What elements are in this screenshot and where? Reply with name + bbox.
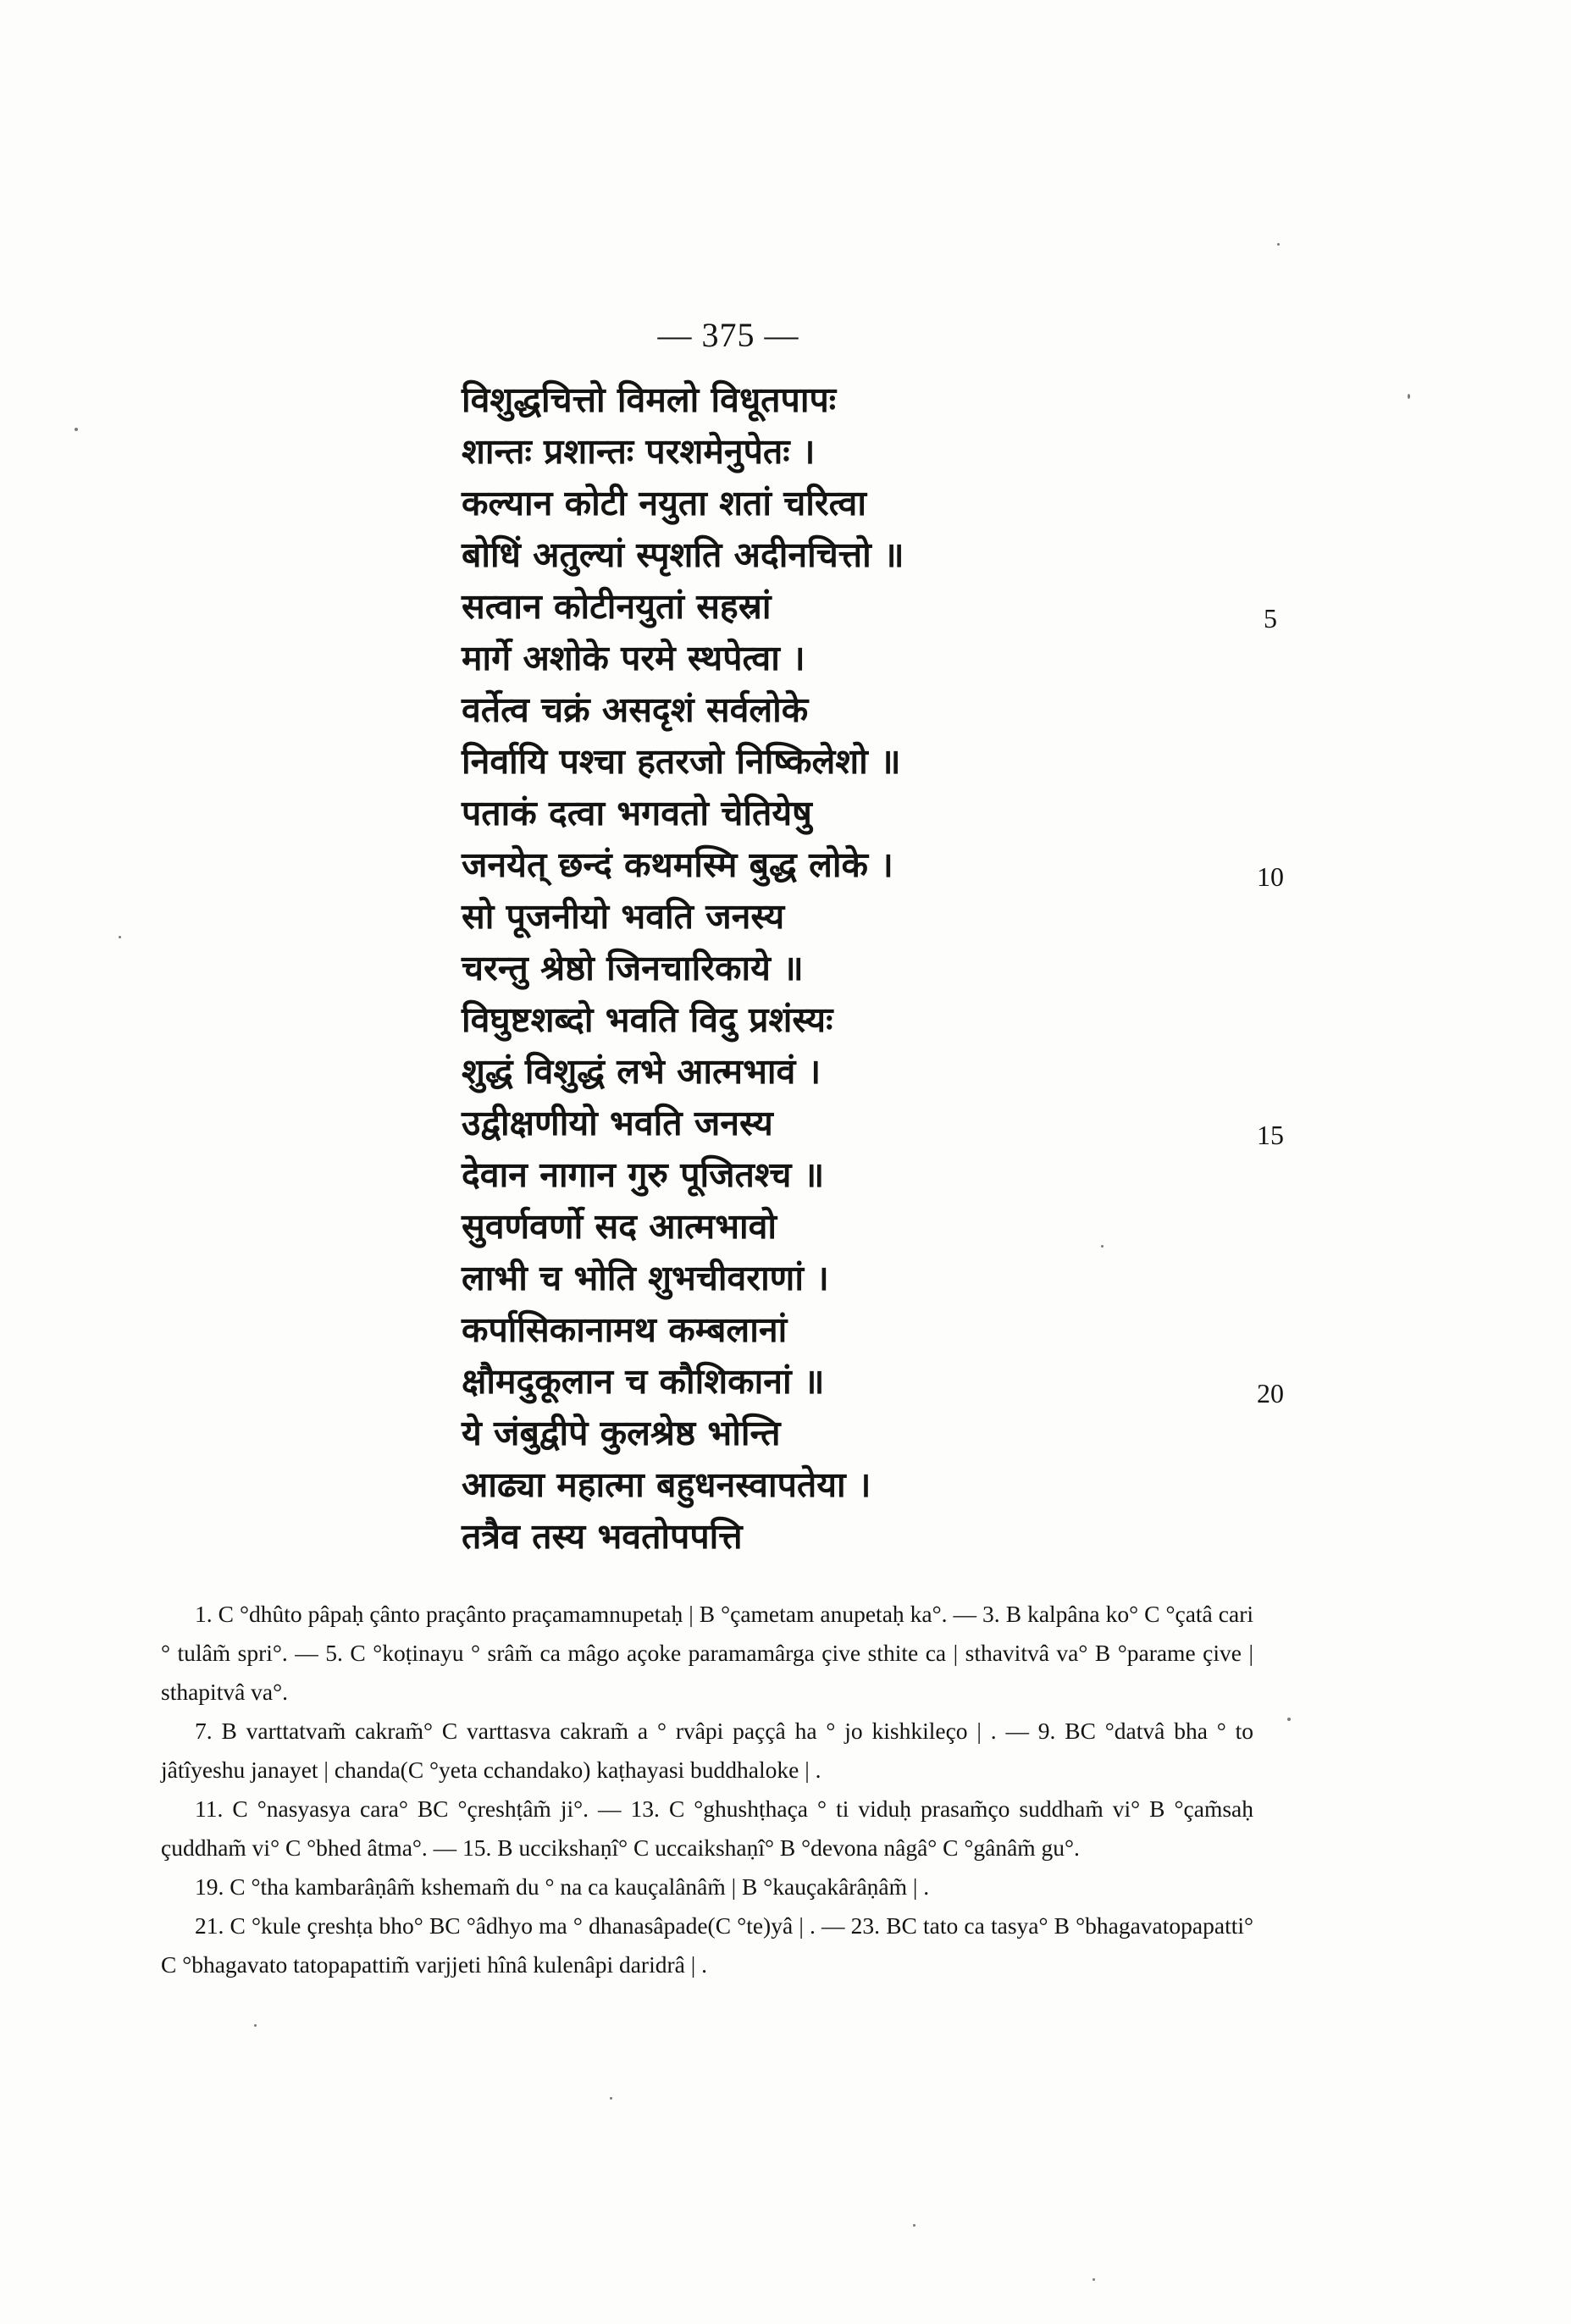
verse-line: वर्तेत्व चक्रं असदृशं सर्वलोके: [462, 689, 809, 730]
verse-line: कल्यान कोटी नयुता शतां चरित्वा: [462, 483, 866, 523]
verse-line: शान्तः प्रशान्तः परशमेनुपेतः ।: [462, 431, 816, 472]
verse-line: ये जंबुद्वीपे कुलश्रेष्ठ भोन्ति: [462, 1413, 781, 1453]
footnote: 19. C °tha kambarâṇâm̃ kshemam̃ du ° na ca kauçalânâm̃ | B °kauçakârâṇâm̃ | .: [195, 1873, 930, 1900]
verse-line: क्षौमदुकूलान च कौशिकानां ॥: [462, 1361, 825, 1402]
footnote: 7. B varttatvam̃ cakram̃° C varttasva cakram̃ a ° rvâpi paççâ ha ° jo kishkileço | . — 9. BC °datvâ bha ° to jâtîyeshu janayet | chanda(C °yeta cchandako) kaṭhayasi buddhaloke | .: [161, 1718, 1253, 1783]
page-number: — 375 —: [657, 316, 799, 354]
verse-line: चरन्तु श्रेष्ठो जिनचारिकाये ॥: [462, 948, 804, 988]
scan-speck: [1093, 2278, 1095, 2281]
scan-speck: [75, 428, 78, 431]
footnote: 21. C °kule çreshṭa bho° BC °âdhyo ma ° dhanasâpade(C °te)yâ | . — 23. BC tato ca tasya° B °bhagavatopapatti° C °bhagavato tatopapattim̃ varjjeti hînâ kulenâpi daridrâ | .: [161, 1912, 1253, 1978]
verse-line: विघुष्टशब्दो भवति विदु प्रशंस्यः: [462, 999, 833, 1040]
line-number-marker: 15: [1257, 1120, 1284, 1150]
verse-line: उद्वीक्षणीयो भवति जनस्य: [462, 1103, 773, 1143]
footnotes: [161, 1595, 1253, 1984]
line-number-marker: 5: [1264, 603, 1277, 634]
verse-line: पताकं दत्वा भगवतो चेतियेषु: [462, 793, 812, 833]
line-number-marker: 10: [1257, 861, 1284, 892]
scan-speck: [1287, 1718, 1291, 1721]
verse-line: तत्रैव तस्य भवतोपपत्ति: [462, 1516, 743, 1557]
verse-line: शुद्धं विशुद्धं लभे आत्मभावं ।: [462, 1051, 821, 1092]
verse-line: सुवर्णवर्णो सद आत्मभावो: [462, 1206, 777, 1247]
scan-speck: [610, 2097, 612, 2100]
verse-line: सत्वान कोटीनयुतां सहस्रां: [462, 586, 772, 627]
verse-line: बोधिं अतुल्यां स्पृशति अदीनचित्तो ॥: [462, 534, 904, 575]
footnote: 1. C °dhûto pâpaḥ çânto praçânto praçamamnupetaḥ | B °çametam anupetaḥ ka°. — 3. B kalpâna ko° C °çatâ cari ° tulâm̃ spri°. — 5. C °koṭinayu ° srâm̃ ca mâgo açoke paramamârga çive sthite ca | sthavitvâ va° B °parame çive | sthapitvâ va°.: [161, 1601, 1253, 1705]
verse-line: मार्गे अशोके परमे स्थपेत्वा ।: [462, 638, 805, 678]
scan-speck: [254, 2024, 257, 2027]
verse-line: विशुद्धचित्तो विमलो विधूतपापः: [462, 379, 837, 420]
scan-speck: [1408, 394, 1410, 399]
verse-line: जनयेत् छन्दं कथमस्मि बुद्ध लोके ।: [462, 844, 893, 885]
verse-block: [462, 374, 1308, 1563]
verse-line: आढ्या महात्मा बहुधनस्वापतेया ।: [462, 1464, 871, 1505]
scan-speck: [1277, 243, 1280, 246]
verse-line: निर्वायि पश्चा हतरजो निष्किलेशो ॥: [462, 741, 901, 782]
verse-line: कर्पासिकानामथ कम्बलानां: [462, 1309, 788, 1350]
scan-speck: [119, 936, 121, 938]
scan-speck: [1101, 1245, 1104, 1248]
footnote: 11. C °nasyasya cara° BC °çreshṭâm̃ ji°. — 13. C °ghushṭhaça ° ti viduḥ prasam̃ço suddham̃ vi° B °çam̃saḥ çuddham̃ vi° C °bhed âtma°. — 15. B uccikshaṇî° C uccaikshaṇî° B °devona nâgâ° C °gânâm̃ gu°.: [161, 1796, 1253, 1861]
verse-line: देवान नागान गुरु पूजितश्च ॥: [462, 1154, 825, 1195]
verse-line: लाभी च भोति शुभचीवराणां ।: [462, 1258, 829, 1298]
line-number-marker: 20: [1257, 1378, 1284, 1408]
scan-speck: [913, 2224, 915, 2227]
verse-line: सो पूजनीयो भवति जनस्य: [462, 896, 785, 937]
